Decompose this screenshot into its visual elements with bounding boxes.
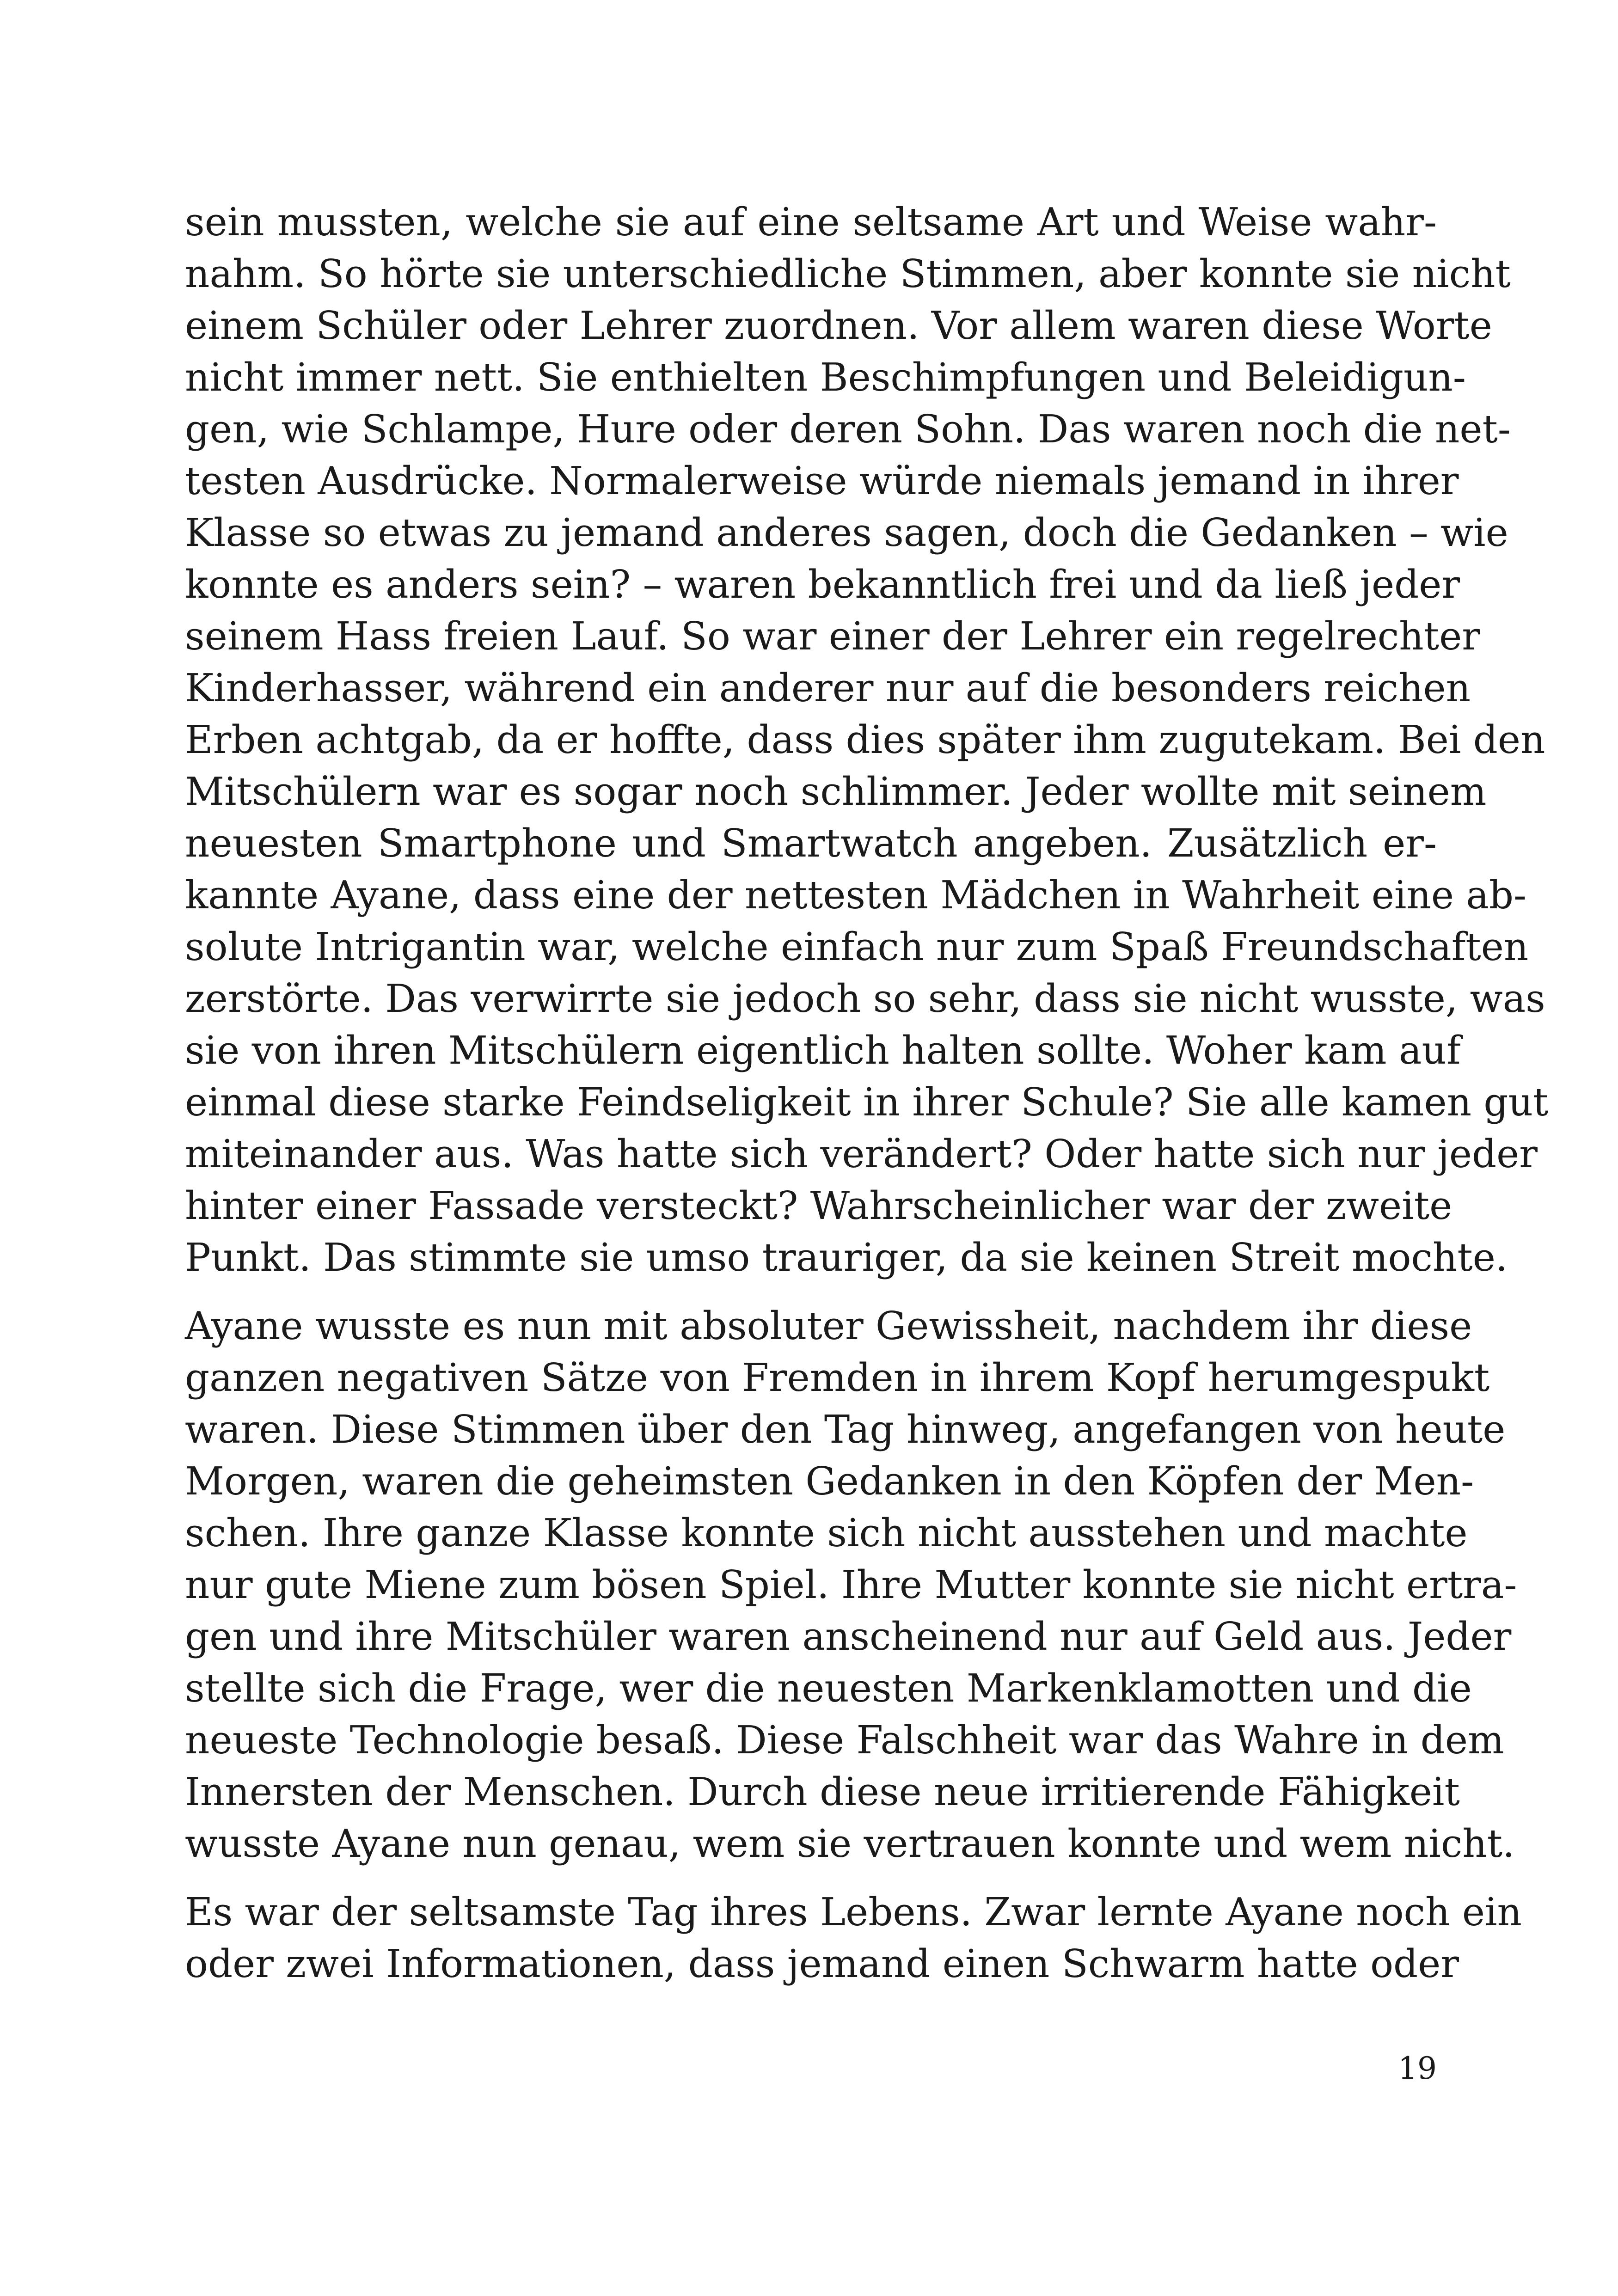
text-line: einem Schüler oder Lehrer zuordnen. Vor allem waren diese Worte: [185, 303, 1492, 348]
text-line: Ayane wusste es nun mit absoluter Gewissheit, nachdem ihr diese: [185, 1304, 1472, 1348]
text-line: Kinderhasser, während ein anderer nur auf die besonders reichen: [185, 666, 1471, 710]
text-line: einmal diese starke Feindseligkeit in ihrer Schule? Sie alle kamen gut: [185, 1080, 1549, 1125]
body-text: [185, 196, 1549, 1990]
text-line: konnte es anders sein? – waren bekanntlich frei und da ließ jeder: [185, 562, 1460, 607]
text-line: miteinander aus. Was hatte sich verändert? Oder hatte sich nur jeder: [185, 1132, 1538, 1176]
text-line: waren. Diese Stimmen über den Tag hinweg, angefangen von heute: [185, 1407, 1506, 1452]
paragraph: [185, 1886, 1522, 1990]
text-line: oder zwei Informationen, dass jemand einen Schwarm hatte oder: [185, 1941, 1459, 1986]
paragraph-gap: [185, 1870, 1437, 1886]
text-line: schen. Ihre ganze Klasse konnte sich nicht ausstehen und machte: [185, 1511, 1468, 1555]
text-line: Erben achtgab, da er hoffte, dass dies später ihm zugutekam. Bei den: [185, 717, 1545, 762]
text-line: hinter einer Fassade versteckt? Wahrscheinlicher war der zweite: [185, 1183, 1453, 1228]
text-line: neueste Technologie besaß. Diese Falschheit war das Wahre in dem: [185, 1718, 1504, 1763]
text-line: gen und ihre Mitschüler waren anscheinend nur auf Geld aus. Jeder: [185, 1614, 1512, 1659]
text-line: kannte Ayane, dass eine der nettesten Mädchen in Wahrheit eine ab-: [185, 873, 1527, 918]
text-line: solute Intrigantin war, welche einfach nur zum Spaß Freundschaften: [185, 925, 1529, 969]
text-line: ganzen negativen Sätze von Fremden in ihrem Kopf herumgespukt: [185, 1355, 1490, 1400]
text-line: Morgen, waren die geheimsten Gedanken in den Köpfen der Men-: [185, 1459, 1474, 1504]
text-line: Es war der seltsamste Tag ihres Lebens. Zwar lernte Ayane noch ein: [185, 1890, 1522, 1935]
text-line: nahm. So hörte sie unterschiedliche Stimmen, aber konnte sie nicht: [185, 251, 1511, 296]
text-line: seinem Hass freien Lauf. So war einer der Lehrer ein regelrechter: [185, 614, 1480, 659]
paragraph-gap: [185, 1284, 1437, 1300]
text-line: Mitschülern war es sogar noch schlimmer. Jeder wollte mit seinem: [185, 769, 1487, 814]
text-line: Punkt. Das stimmte sie umso trauriger, da sie keinen Streit mochte.: [185, 1235, 1508, 1280]
text-line: wusste Ayane nun genau, wem sie vertrauen konnte und wem nicht.: [185, 1821, 1515, 1866]
text-line: testen Ausdrücke. Normalerweise würde niemals jemand in ihrer: [185, 459, 1459, 503]
text-line: neuesten Smartphone und Smartwatch angeben. Zusätzlich er-: [185, 821, 1437, 866]
text-line: gen, wie Schlampe, Hure oder deren Sohn. Das waren noch die net-: [185, 407, 1511, 452]
text-line: sein mussten, welche sie auf eine seltsame Art und Weise wahr-: [185, 200, 1437, 245]
text-line: sie von ihren Mitschülern eigentlich halten sollte. Woher kam auf: [185, 1028, 1461, 1073]
text-line: nicht immer nett. Sie enthielten Beschimpfungen und Beleidigun-: [185, 355, 1466, 400]
text-line: Innersten der Menschen. Durch diese neue irritierende Fähigkeit: [185, 1769, 1460, 1814]
text-line: stellte sich die Frage, wer die neuesten Markenklamotten und die: [185, 1666, 1472, 1711]
page-number: 19: [1398, 2051, 1437, 2086]
text-line: Klasse so etwas zu jemand anderes sagen, doch die Gedanken – wie: [185, 510, 1508, 555]
paragraph: [185, 196, 1549, 1284]
text-line: zerstörte. Das verwirrte sie jedoch so sehr, dass sie nicht wusste, was: [185, 976, 1545, 1021]
text-line: nur gute Miene zum bösen Spiel. Ihre Mutter konnte sie nicht ertra-: [185, 1562, 1517, 1607]
paragraph: [185, 1300, 1517, 1870]
